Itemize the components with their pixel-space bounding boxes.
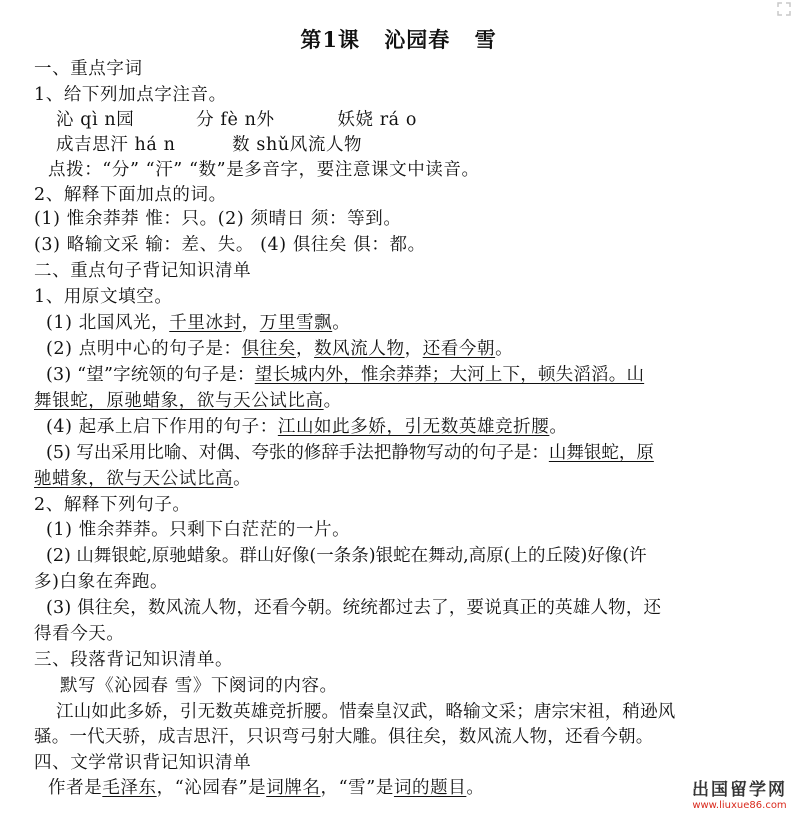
- explain-line-2: (3) 略输文采 输：差、失。 (4) 俱往矣 俱：都。: [34, 235, 426, 255]
- fact-sep: ，“沁园春”是: [156, 778, 267, 798]
- fact-answer: 词的题目: [393, 778, 467, 798]
- fill-suffix: 。: [495, 339, 514, 359]
- fill-prefix: (3) “望”字统领的句子是：: [46, 365, 255, 385]
- pinyin-item: 妖娆 rá o: [337, 110, 418, 130]
- question-1-1: 1、给下列加点字注音。: [34, 85, 227, 105]
- question-1-2: 2、解释下面加点的词。: [34, 185, 227, 205]
- expand-icon[interactable]: [777, 2, 791, 16]
- pinyin-row-1: [56, 108, 417, 132]
- fact-answer: 词牌名: [266, 778, 321, 798]
- fill-answer: 数风流人物: [314, 339, 405, 359]
- pinyin-item: 分 fè n外: [196, 110, 275, 130]
- fill-suffix: 。: [233, 469, 252, 489]
- watermark-name: 出国留学网: [692, 780, 787, 800]
- sentence-explain-2-cont: 多)白象在奔跑。: [34, 572, 169, 592]
- watermark-url: www.liuxue86.com: [692, 800, 787, 811]
- section-heading-1: 一、重点字词: [34, 59, 143, 79]
- fill-item-4: [46, 415, 567, 439]
- section-heading-2: 二、重点句子背记知识清单: [34, 261, 252, 281]
- fact-prefix: 作者是: [48, 778, 103, 798]
- pinyin-item: 沁 qì n园: [56, 110, 135, 130]
- section-heading-3: 三、段落背记知识清单。: [34, 650, 234, 670]
- title-sub: 雪: [474, 27, 497, 52]
- sentence-explain-3-cont: 得看今天。: [34, 624, 125, 644]
- pinyin-row-2: [56, 133, 362, 157]
- fill-item-1: [46, 311, 350, 335]
- fill-answer: 俱往矣: [241, 339, 296, 359]
- fill-prefix: (2) 点明中心的句子是：: [46, 339, 242, 359]
- fill-suffix: 。: [332, 313, 351, 333]
- fill-item-5: [46, 441, 654, 465]
- tip-text: 点拨：“分” “汗” “数”是多音字，要注意课文中读音。: [48, 160, 480, 180]
- poem-line-2: 骚。一代天骄，成吉思汗，只识弯弓射大雕。俱往矣，数风流人物，还看今朝。: [34, 727, 654, 747]
- watermark-logo: [692, 780, 787, 812]
- fill-prefix: (1) 北国风光，: [46, 313, 170, 333]
- fill-answer: 山舞银蛇，原: [548, 443, 654, 463]
- fill-prefix: (4) 起承上启下作用的句子：: [46, 417, 278, 437]
- fill-answer: 望长城内外，惟余莽莽；大河上下，顿失滔滔。山: [254, 365, 645, 385]
- sentence-explain-2: (2) 山舞银蛇,原驰蜡象。群山好像(一条条)银蛇在舞动,高原(上的丘陵)好像(许: [46, 546, 647, 566]
- fill-sep: ，: [295, 339, 315, 359]
- literature-fact: [48, 776, 484, 800]
- fill-item-2: [46, 337, 513, 361]
- page-title: [0, 25, 797, 55]
- fill-sep: ，: [404, 339, 423, 359]
- fact-answer: 毛泽东: [102, 778, 157, 798]
- poem-line-1: 江山如此多娇，引无数英雄竞折腰。惜秦皇汉武，略输文采；唐宗宋祖，稍逊风: [56, 702, 676, 722]
- fill-answer: 舞银蛇，原驰蜡象，欲与天公试比高: [34, 391, 324, 411]
- fill-answer: 还看今朝: [422, 339, 496, 359]
- title-lesson: 第1课: [300, 27, 360, 52]
- sentence-explain-3: (3) 俱往矣，数风流人物，还看今朝。统统都过去了，要说真正的英雄人物，还: [46, 598, 662, 618]
- fill-answer: 江山如此多娇，引无数英雄竞折腰: [277, 417, 550, 437]
- paragraph-prompt: 默写《沁园春 雪》下阕词的内容。: [60, 676, 338, 696]
- fact-sep: ，“雪”是: [320, 778, 394, 798]
- pinyin-item: 数 shǔ风流人物: [232, 135, 363, 155]
- pinyin-item: 成吉思汗 há n: [56, 135, 176, 155]
- fill-suffix: 。: [549, 417, 568, 437]
- explain-line-1: (1) 惟余莽莽 惟：只。(2) 须晴日 须：等到。: [34, 209, 402, 229]
- fill-item-5-cont: [34, 467, 251, 491]
- question-2-1: 1、用原文填空。: [34, 287, 173, 307]
- fill-item-3: [46, 363, 644, 387]
- fill-prefix: (5) 写出采用比喻、对偶、夸张的修辞手法把静物写动的句子是：: [46, 443, 549, 463]
- section-heading-4: 四、文学常识背记知识清单: [34, 753, 252, 773]
- fact-suffix: 。: [466, 778, 485, 798]
- fill-answer: 驰蜡象，欲与天公试比高: [34, 469, 234, 489]
- fill-sep: ，: [241, 313, 260, 333]
- fill-suffix: 。: [323, 391, 342, 411]
- fill-answer: 千里冰封: [169, 313, 242, 333]
- fill-item-3-cont: [34, 389, 342, 413]
- question-2-2: 2、解释下列句子。: [34, 495, 191, 515]
- title-name: 沁园春: [384, 27, 451, 52]
- sentence-explain-1: (1) 惟余莽莽。只剩下白茫茫的一片。: [46, 520, 351, 540]
- fill-answer: 万里雪飘: [259, 313, 333, 333]
